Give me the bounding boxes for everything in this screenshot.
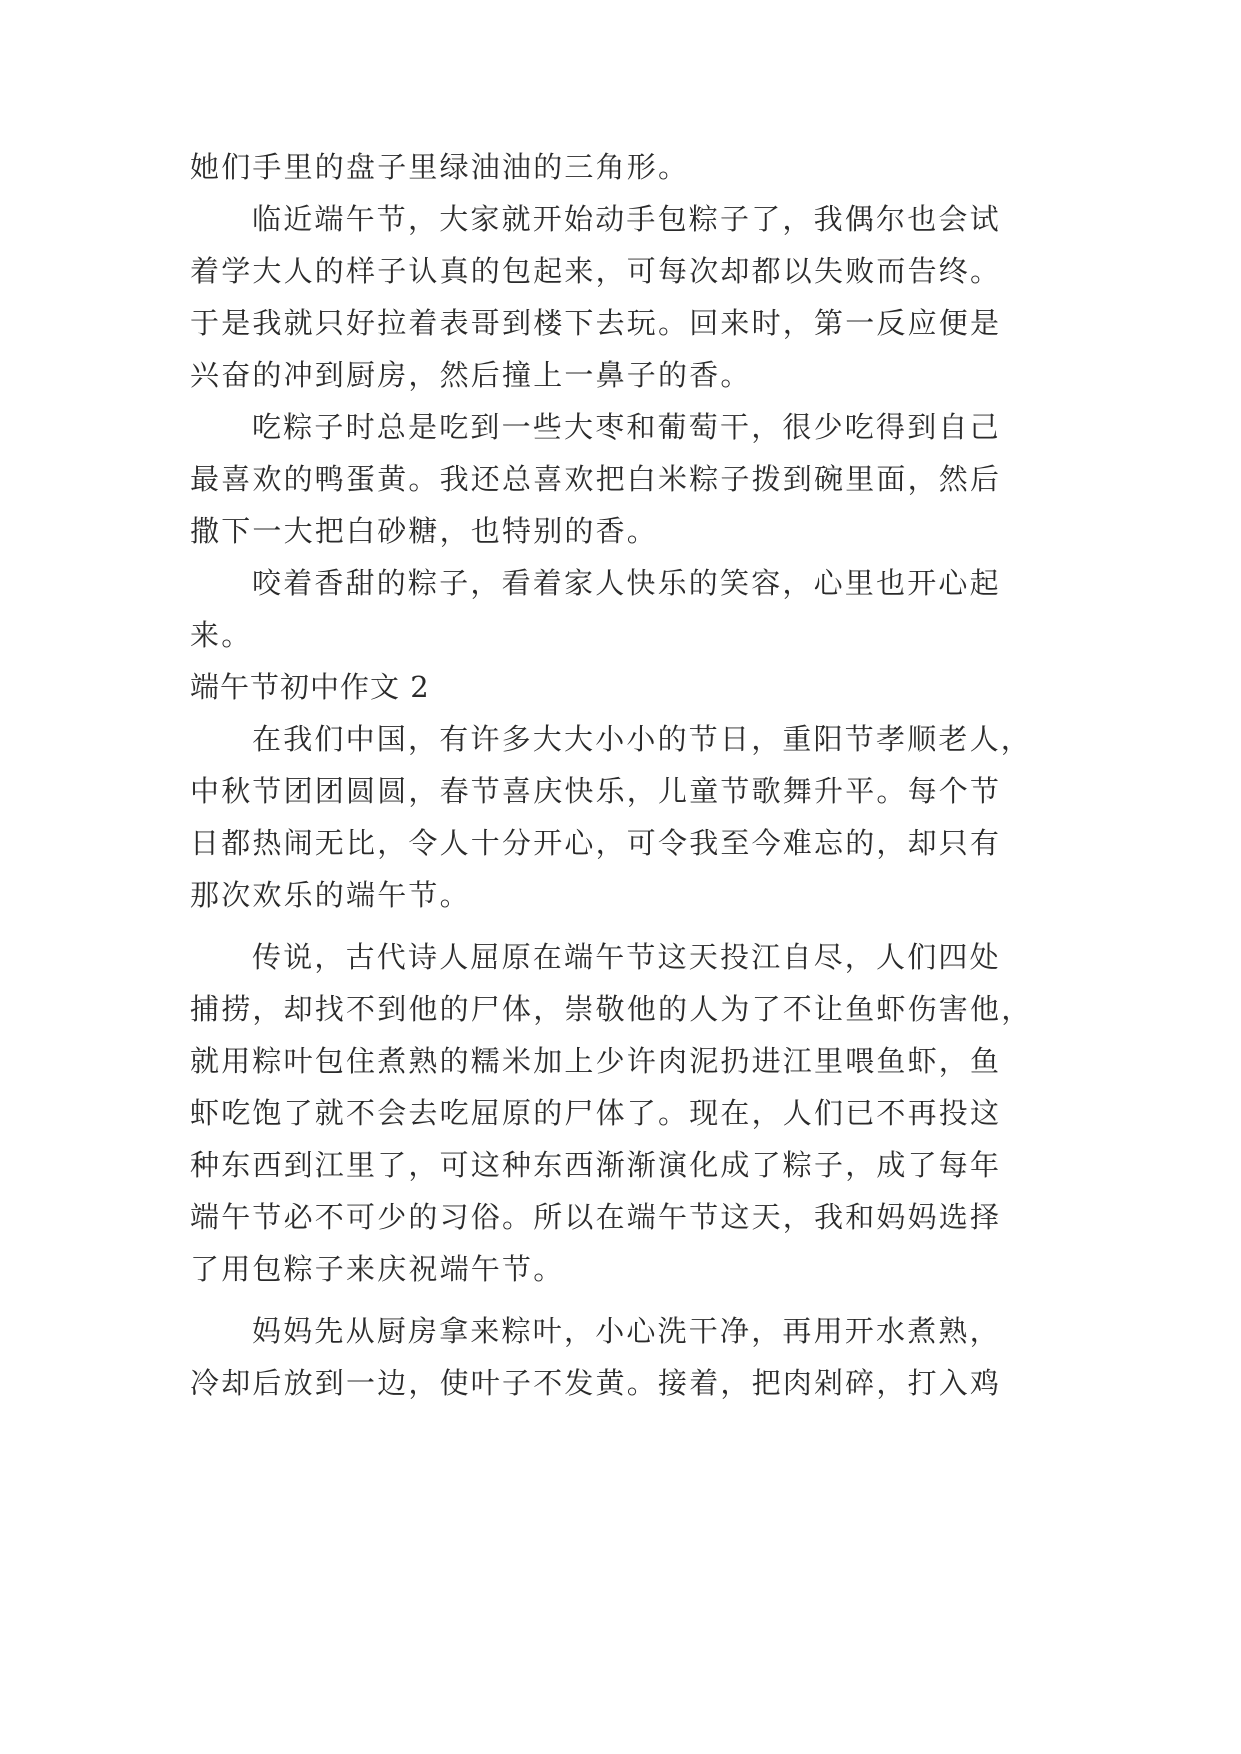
text-line: 来。 (190, 618, 253, 652)
text-line: 着学大人的样子认真的包起来，可每次却都以失败而告终。 (190, 254, 1002, 288)
paragraph-first-line: 在我们中国，有许多大大小小的节日，重阳节孝顺老人， (252, 722, 1033, 756)
text-line: 撒下一大把白砂糖，也特别的香。 (190, 514, 659, 548)
paragraph-first-line: 传说，古代诗人屈原在端午节这天投江自尽，人们四处 (252, 940, 1001, 974)
paragraph-first-line: 吃粽子时总是吃到一些大枣和葡萄干，很少吃得到自己 (252, 410, 1001, 444)
paragraph-first-line: 咬着香甜的粽子，看着家人快乐的笑容，心里也开心起 (252, 566, 1001, 600)
text-line: 中秋节团团圆圆，春节喜庆快乐，儿童节歌舞升平。每个节 (190, 774, 1002, 808)
text-line: 她们手里的盘子里绿油油的三角形。 (190, 150, 690, 184)
text-line: 了用包粽子来庆祝端午节。 (190, 1252, 565, 1286)
text-line: 就用粽叶包住煮熟的糯米加上少许肉泥扔进江里喂鱼虾，鱼 (190, 1044, 1002, 1078)
text-line: 捕捞，却找不到他的尸体，崇敬他的人为了不让鱼虾伤害他， (190, 992, 1033, 1026)
text-line: 那次欢乐的端午节。 (190, 878, 471, 912)
text-line: 于是我就只好拉着表哥到楼下去玩。回来时，第一反应便是 (190, 306, 1002, 340)
text-line: 冷却后放到一边，使叶子不发黄。接着，把肉剁碎，打入鸡 (190, 1366, 1002, 1400)
text-line: 兴奋的冲到厨房，然后撞上一鼻子的香。 (190, 358, 752, 392)
text-line: 端午节必不可少的习俗。所以在端午节这天，我和妈妈选择 (190, 1200, 1002, 1234)
text-line: 日都热闹无比，令人十分开心，可令我至今难忘的，却只有 (190, 826, 1002, 860)
paragraph-first-line: 临近端午节，大家就开始动手包粽子了，我偶尔也会试 (252, 202, 1001, 236)
section-heading: 端午节初中作文 2 (190, 670, 430, 704)
text-line: 最喜欢的鸭蛋黄。我还总喜欢把白米粽子拨到碗里面，然后 (190, 462, 1002, 496)
text-line: 种东西到江里了，可这种东西渐渐演化成了粽子，成了每年 (190, 1148, 1002, 1182)
text-line: 虾吃饱了就不会去吃屈原的尸体了。现在，人们已不再投这 (190, 1096, 1002, 1130)
paragraph-first-line: 妈妈先从厨房拿来粽叶，小心洗干净，再用开水煮熟， (252, 1314, 1001, 1348)
